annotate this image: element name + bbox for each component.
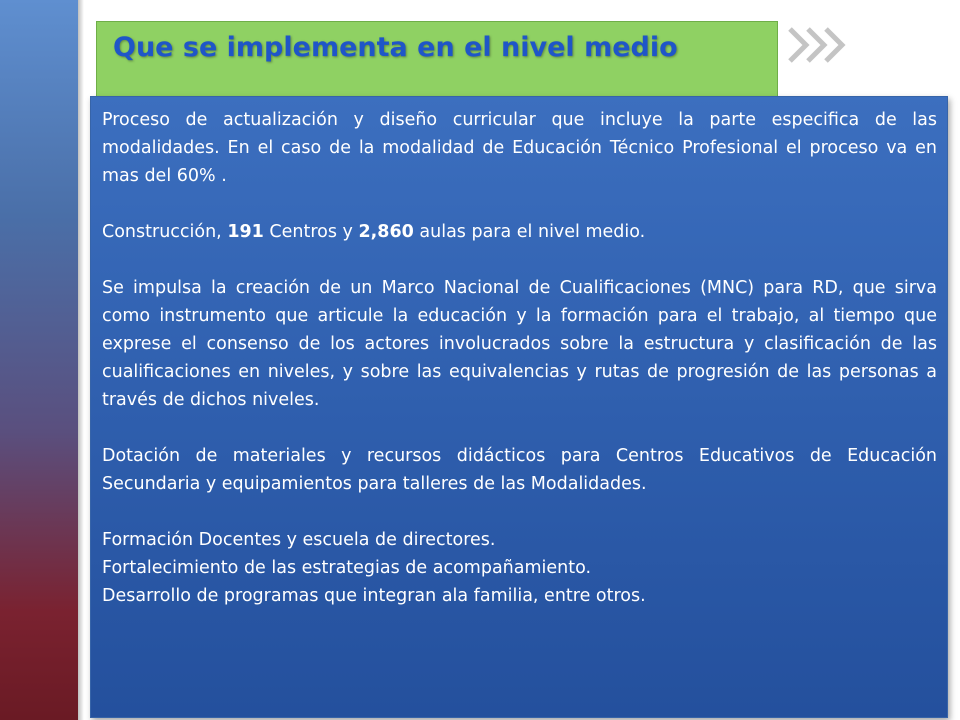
paragraph-construction — [102, 218, 937, 246]
paragraph-mnc: Se impulsa la creación de un Marco Nacional de Cualificaciones (MNC) para RD, que sirva como instrumento que articule la educación y la formación para el trabajo, al tiempo que exprese el consenso de los actores involucrados sobre la estructura y clasificación de las cualificaciones en niveles, y sobre las equivalencias y rutas de progresión de las personas a través de dichos niveles. — [102, 278, 937, 410]
content-panel — [90, 96, 948, 718]
line-training: Formación Docentes y escuela de directores. — [102, 530, 496, 550]
construction-prefix: Construcción, — [102, 222, 228, 242]
decorative-side-bar — [0, 0, 78, 720]
paragraph-curriculum: Proceso de actualización y diseño curricular que incluye la parte especifica de las modalidades. En el caso de la modalidad de Educación Técnico Profesional el proceso va en mas del 60% . — [102, 110, 937, 186]
centros-count: 191 — [227, 222, 264, 242]
slide-title: Que se implementa en el nivel medio — [113, 32, 678, 63]
construction-suffix: aulas para el nivel medio. — [413, 222, 646, 242]
title-banner — [96, 21, 778, 97]
paragraph-materials: Dotación de materiales y recursos didácticos para Centros Educativos de Educación Secundaria y equipamientos para talleres de las Modalidades. — [102, 446, 937, 494]
line-programs: Desarrollo de programas que integran ala familia, entre otros. — [102, 586, 646, 606]
chevrons-icon — [784, 25, 856, 65]
line-strengthening: Fortalecimiento de las estrategias de acompañamiento. — [102, 558, 592, 578]
construction-middle: Centros y — [263, 222, 359, 242]
aulas-count: 2,860 — [358, 222, 414, 242]
